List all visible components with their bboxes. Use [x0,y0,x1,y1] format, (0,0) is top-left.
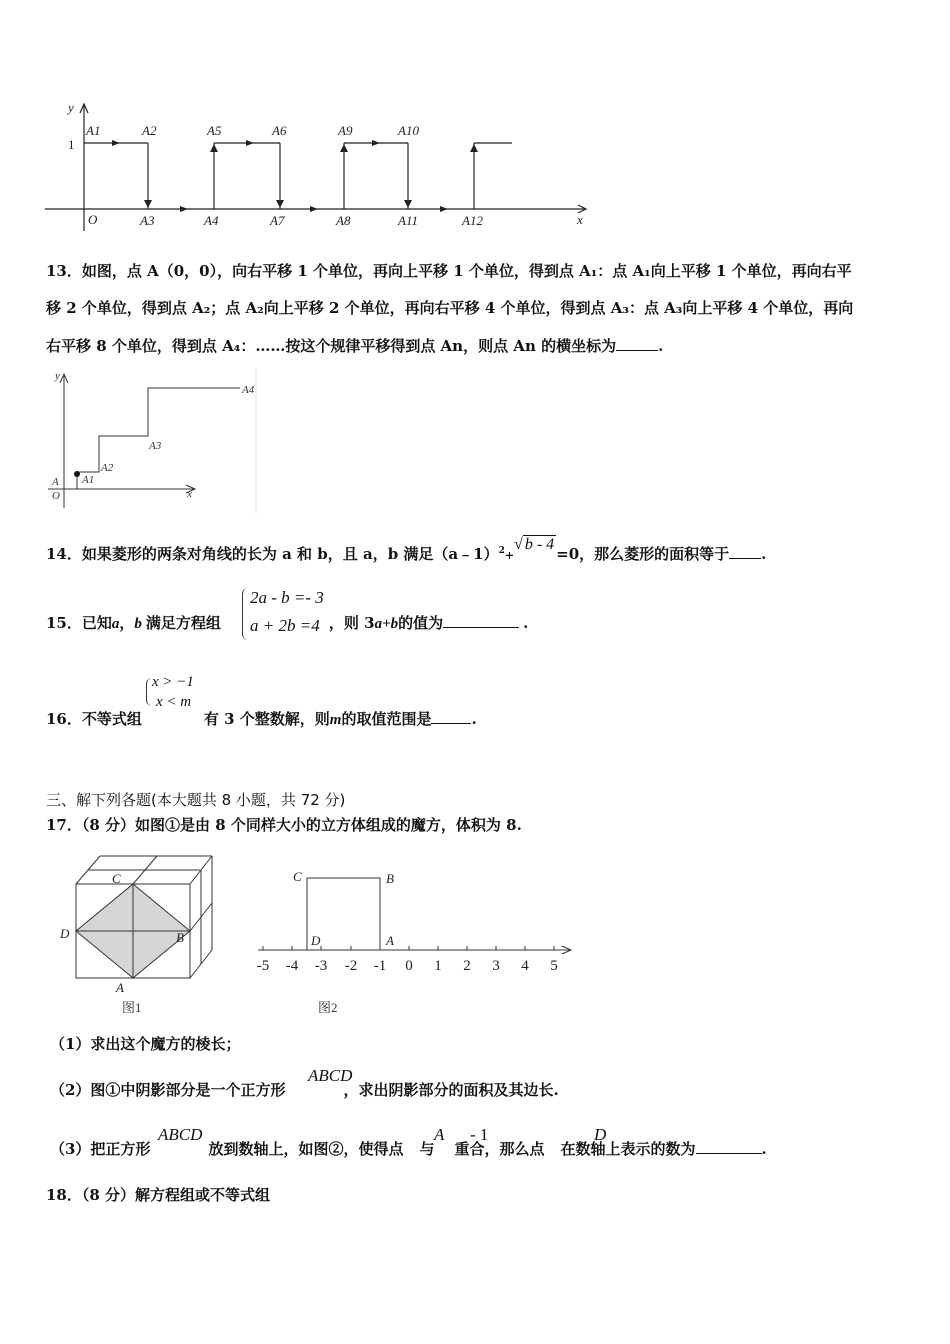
q16-post2: 的取值范围是 [341,710,432,728]
q17-p3-mid2: 重合，那么点 [454,1140,545,1158]
label-A1: A1 [86,123,101,138]
tick-one-label: 1 [68,137,75,152]
tick-label: -4 [285,958,299,974]
staircase-figure [44,368,264,513]
q16-end: . [471,710,477,728]
q16-post: 有 3 个整数解，则 [203,710,330,728]
label-A10: A10 [398,123,419,138]
fig13-y-label: y [55,370,60,382]
fig1-label-C: C [112,871,121,886]
q16-ineq2: x < m [156,694,192,710]
q15-comma: ， [119,614,135,632]
label-A3: A3 [140,213,155,228]
fig13-x-label: x [187,488,192,500]
q14-radicand: b - 4 [524,536,555,553]
q13-end: . [658,337,664,355]
q15-end: . [523,614,529,632]
number-line-figure [248,860,578,1020]
section-3-heading: 三、解下列各题(本大题共 8 小题，共 72 分) [46,791,346,809]
axis-y-label: y [68,100,74,115]
q16 [46,709,477,730]
step-function-figure [40,96,600,236]
q15-expr: a+b [374,616,399,632]
q17-part2 [50,1080,559,1100]
q17-p3-post: 在数轴上表示的数为 [560,1140,696,1158]
q17-p2-abcd: ABCD [308,1066,353,1085]
q13-line2: 移 2 个单位，得到点 A₂；点 A₂向上平移 2 个单位，再向右平移 4 个单位，得到点 A₃：点 A₃向上平移 4 个单位，再向 [46,299,854,317]
tick-label: 0 [405,958,413,974]
fig13-A1-label: A1 [82,474,95,486]
q15-post2: 的值为 [398,614,444,632]
q18-title: 18．（8 分）解方程组或不等式组 [46,1186,271,1204]
axis-x-label: x [577,212,583,227]
q17-p3-pre: （3）把正方形 [50,1140,151,1158]
q17-p3-with: 与 [419,1140,435,1158]
q15-var-a: a [111,616,120,632]
q15-eq1: 2a - b =- 3 [250,588,324,607]
fig2-label-A: A [386,933,394,948]
label-A12: A12 [462,213,483,228]
fig2-label-B: B [386,871,394,886]
q13-line3 [46,336,663,356]
q13-line3-text: 右平移 8 个单位，得到点 A₄：……按这个规律平移得到点 An，则点 An 的横坐标为 [46,337,617,355]
label-A5: A5 [207,123,222,138]
tick-label: 4 [521,958,529,974]
fig2-label-D: D [311,933,321,948]
label-A9: A9 [338,123,353,138]
fig2-caption: 图2 [318,1000,338,1015]
q17-p3-abcd: ABCD [158,1125,203,1144]
q13-answer-blank[interactable] [616,336,658,351]
q14-sqrt: √ b - 4 [514,536,555,553]
label-A2: A2 [142,123,157,138]
q17-p2-post: ，求出阴影部分的面积及其边长. [343,1081,559,1099]
q13-line1: 13．如图，点 A（0，0），向右平移 1 个单位，再向上平移 1 个单位，得到点 A₁：点 A₁向上平移 1 个单位，再向右平 [46,262,852,280]
fig2-label-C: C [293,869,302,884]
fig13-A3-label: A3 [149,440,162,452]
fig1-label-B: B [176,930,184,945]
q17-p3-d: D [594,1125,607,1144]
q15-answer-blank[interactable] [443,613,519,628]
q15-pre: 15．已知 [46,614,112,632]
q17-title: 17．（8 分）如图①是由 8 个同样大小的立方体组成的魔方，体积为 8. [46,816,522,834]
tick-label: 3 [492,958,500,974]
fig1-caption: 图1 [122,1000,142,1015]
q14-exponent: 2 [498,546,505,556]
label-A6: A6 [272,123,287,138]
fig13-origin-label: O [52,490,60,502]
tick-label: -3 [314,958,328,974]
q15-brace [242,588,249,640]
q14-plus: + [504,549,515,562]
tick-label: 1 [434,958,442,974]
q15-eq2: a + 2b =4 [250,616,320,635]
q16-var-m: m [329,712,342,728]
fig1-label-A: A [116,980,124,995]
q14 [46,536,767,566]
q16-pre: 16．不等式组 [46,710,142,728]
q17-answer-blank[interactable] [696,1139,762,1154]
tick-label: 5 [550,958,558,974]
q16-ineq1: x > −1 [152,674,194,690]
label-A4: A4 [204,213,219,228]
q14-end: . [761,545,767,563]
tick-label: -1 [373,958,387,974]
fig13-A2-label: A2 [101,462,114,474]
fig1-label-D: D [60,926,70,941]
q17-part3 [50,1139,767,1159]
fig13-A4-label: A4 [242,384,255,396]
q15-mid: 满足方程组 [145,614,221,632]
q15-var-b: b [134,616,142,632]
q14-answer-blank[interactable] [729,544,761,559]
q15-post: ，则 3 [328,614,375,632]
fig13-A-label: A [52,476,59,488]
label-A8: A8 [336,213,351,228]
q14-post: =0，那么菱形的面积等于 [556,545,730,563]
tick-label: -5 [256,958,270,974]
origin-label: O [88,212,98,227]
q14-pre: 14．如果菱形的两条对角线的长为 a 和 b，且 a，b 满足（a﹣1） [46,545,499,563]
q17-p2-pre: （2）图①中阴影部分是一个正方形 [50,1081,286,1099]
magic-cube-figure [56,852,226,1018]
tick-label: 2 [463,958,471,974]
q17-part1: （1）求出这个魔方的棱长； [50,1035,241,1053]
q16-answer-blank[interactable] [431,709,471,724]
label-A7: A7 [270,213,285,228]
label-A11: A11 [398,213,418,228]
q17-p3-a: A [434,1125,445,1144]
q17-p3-mid: 放到数轴上，如图②，使得点 [208,1140,404,1158]
q17-p3-neg1: - 1 [470,1125,489,1144]
q17-p3-end: . [761,1140,767,1158]
tick-label: -2 [344,958,358,974]
